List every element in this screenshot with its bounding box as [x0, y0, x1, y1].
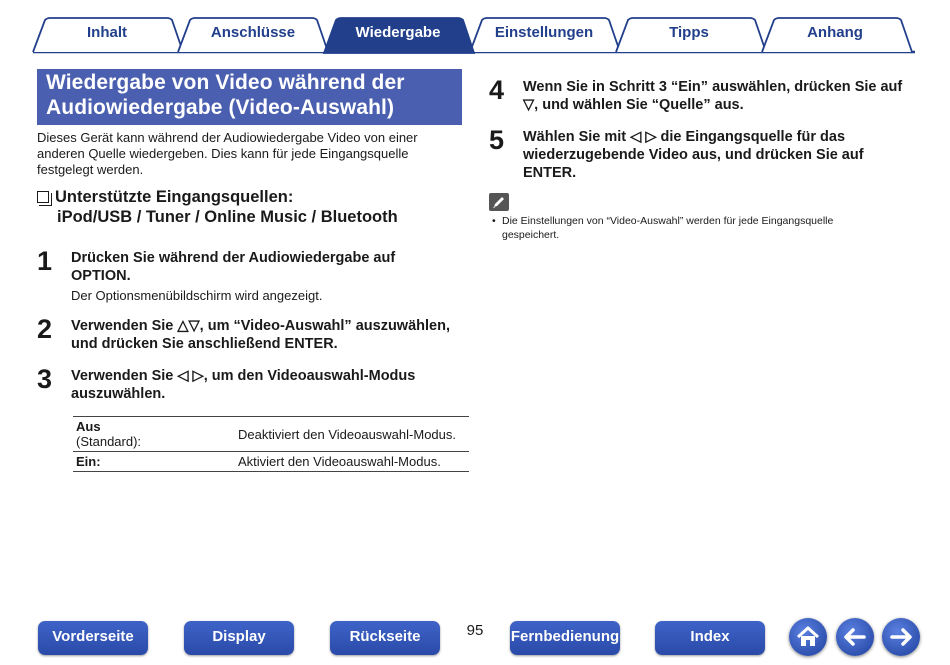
table-row: [73, 417, 469, 452]
option-key: [73, 417, 235, 452]
tab-tipps[interactable]: Tipps: [669, 24, 709, 41]
supported-sources-heading: [37, 187, 467, 227]
previous-page-button[interactable]: [836, 618, 874, 656]
section-title-line2: Audiowiedergabe (Video-Auswahl): [46, 96, 395, 119]
step-number: 5: [489, 125, 505, 155]
step-text: [71, 367, 471, 403]
option-ein-value: Aktiviert den Videoauswahl-Modus.: [238, 454, 441, 469]
step-1: [37, 247, 467, 307]
section-title-box: [37, 69, 462, 125]
front-panel-button[interactable]: Vorderseite: [38, 621, 148, 655]
intro-line2: anderen Quelle wiedergeben. Dies kann für jede Eingangsquelle: [37, 146, 409, 161]
option-ein-key: Ein:: [76, 454, 101, 469]
step-5-line1: Wählen Sie mit ◁ ▷ die Eingangsquelle für das: [523, 129, 846, 145]
rear-panel-button[interactable]: Rückseite: [330, 621, 440, 655]
step-5-line3: ENTER.: [523, 165, 577, 181]
step-5: [489, 126, 919, 186]
step-3: [37, 365, 467, 405]
step-4: [489, 76, 919, 116]
step-text: [523, 78, 928, 114]
step-number: 4: [489, 75, 505, 105]
step-text: [523, 128, 928, 182]
display-button[interactable]: Display: [184, 621, 294, 655]
arrow-right-icon: [882, 618, 920, 656]
top-tab-bar: [0, 0, 950, 58]
step-2: [37, 315, 467, 355]
note-line1: Die Einstellungen von “Video-Auswahl” werden für jede Eingangsquelle: [502, 215, 834, 227]
section-title-line1: Wiedergabe von Video während der: [46, 71, 405, 94]
home-icon: [789, 618, 827, 656]
intro-paragraph: [37, 130, 467, 178]
option-aus-key2: (Standard):: [76, 434, 142, 449]
checkbox-bullet-icon: [37, 191, 49, 203]
step-3-line1: Verwenden Sie ◁ ▷, um den Videoauswahl-Modus: [71, 368, 416, 384]
page-number: 95: [466, 622, 484, 639]
step-3-line2: auszuwählen.: [71, 386, 166, 402]
step-1-sub: Der Optionsmenübildschirm wird angezeigt.: [71, 288, 323, 303]
tab-anhang[interactable]: Anhang: [807, 24, 863, 41]
next-page-button[interactable]: [882, 618, 920, 656]
step-text: [71, 317, 471, 353]
note-line2: gespeichert.: [502, 229, 560, 241]
tab-wiedergabe[interactable]: Wiedergabe: [355, 24, 441, 41]
support-line2: iPod/USB / Tuner / Online Music / Bluetooth: [57, 208, 398, 226]
note-text: [492, 214, 882, 242]
step-2-line2: und drücken Sie anschließend ENTER.: [71, 336, 338, 352]
note-pencil-icon: [489, 193, 509, 211]
option-aus-key: Aus: [76, 419, 101, 434]
options-table: [73, 416, 469, 472]
home-button[interactable]: [789, 618, 827, 656]
step-number: 1: [37, 246, 53, 276]
step-1-line2: OPTION.: [71, 268, 131, 284]
tab-einstellungen[interactable]: Einstellungen: [494, 24, 594, 41]
step-5-line2: wiederzugebende Video aus, und drücken Sie auf: [523, 147, 864, 163]
step-1-line1: Drücken Sie während der Audiowiedergabe auf: [71, 250, 396, 266]
intro-line3: festgelegt werden.: [37, 162, 144, 177]
support-line1: Unterstützte Eingangsquellen:: [55, 188, 294, 206]
remote-control-button[interactable]: Fernbedienung: [510, 621, 620, 655]
step-number: 2: [37, 314, 53, 344]
step-text: [71, 249, 471, 305]
step-2-line1: Verwenden Sie △▽, um “Video-Auswahl” auszuwählen,: [71, 318, 450, 334]
step-4-line1: Wenn Sie in Schritt 3 “Ein” auswählen, drücken Sie auf: [523, 79, 903, 95]
step-number: 3: [37, 364, 53, 394]
arrow-left-icon: [836, 618, 874, 656]
section-title: [46, 70, 453, 120]
option-aus-value: Deaktiviert den Videoauswahl-Modus.: [238, 426, 456, 442]
index-button[interactable]: Index: [655, 621, 765, 655]
intro-line1: Dieses Gerät kann während der Audiowiedergabe Video von einer: [37, 130, 418, 145]
table-row: [73, 452, 469, 472]
step-4-line2: ▽, und wählen Sie “Quelle” aus.: [523, 97, 744, 113]
tab-anschluesse[interactable]: Anschlüsse: [210, 24, 296, 41]
tab-inhalt[interactable]: Inhalt: [87, 24, 127, 41]
